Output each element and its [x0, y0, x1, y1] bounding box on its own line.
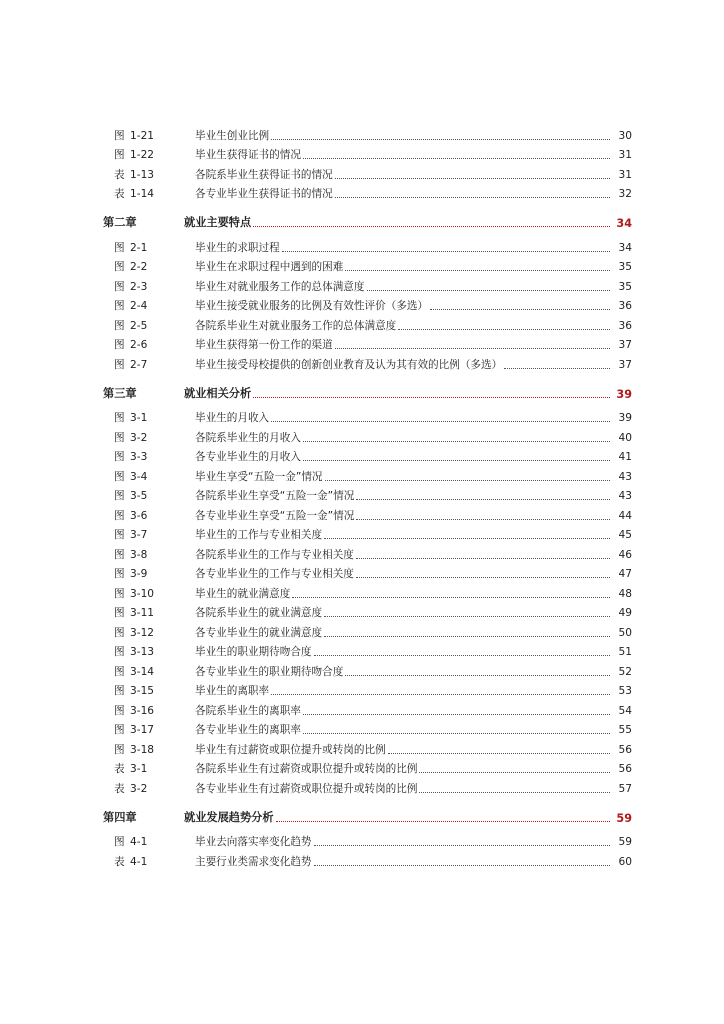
entry-label — [0, 763, 189, 776]
toc-entry[interactable] — [0, 425, 724, 445]
dot-leader — [303, 732, 610, 734]
dot-leader — [324, 635, 610, 637]
entry-page-number: 49 — [618, 607, 632, 619]
entry-title: 毕业生的职业期待吻合度 — [195, 646, 312, 658]
dot-leader — [325, 479, 610, 481]
toc-entry[interactable] — [0, 776, 724, 796]
entry-number: 3-1 — [130, 763, 148, 775]
chapter-page-number: 34 — [616, 217, 632, 230]
entry-label — [0, 242, 189, 255]
dot-leader — [314, 654, 610, 656]
entry-label — [0, 529, 189, 542]
entry-kind: 图 — [114, 626, 125, 639]
dot-leader — [419, 791, 610, 793]
entry-kind: 表 — [114, 855, 125, 868]
entry-label — [0, 281, 189, 294]
entry-page-number: 30 — [618, 129, 632, 142]
entry-title: 毕业生接受母校提供的创新创业教育及认为其有效的比例（多选） — [195, 358, 503, 371]
entry-kind: 图 — [114, 665, 125, 678]
toc-entry[interactable] — [0, 162, 724, 182]
entry-number: 3-9 — [130, 568, 148, 580]
entry-page-number: 54 — [618, 704, 632, 717]
dot-leader — [398, 328, 610, 330]
toc-entry[interactable] — [0, 333, 724, 353]
entry-page-number: 43 — [618, 470, 632, 483]
entry-page-number: 48 — [618, 587, 632, 600]
entry-title: 毕业生创业比例 — [195, 129, 270, 142]
entry-label — [0, 685, 189, 698]
chapter-title: 就业主要特点 — [184, 216, 252, 229]
entry-kind: 表 — [114, 168, 125, 181]
dot-leader — [504, 367, 610, 369]
dot-leader — [356, 498, 610, 500]
entry-title: 各院系毕业生享受“五险一金”情况 — [195, 490, 355, 502]
entry-number: 3-16 — [130, 704, 155, 717]
entry-label — [0, 339, 189, 352]
entry-number: 3-8 — [130, 548, 148, 561]
dot-leader — [303, 459, 610, 461]
entry-label — [0, 261, 189, 274]
dot-leader — [303, 440, 610, 442]
entry-title: 各院系毕业生对就业服务工作的总体满意度 — [195, 319, 397, 332]
entry-title: 毕业生的工作与专业相关度 — [195, 529, 323, 541]
entry-number: 3-17 — [130, 724, 155, 736]
dot-leader — [271, 138, 610, 140]
toc-entry[interactable] — [0, 718, 724, 738]
entry-label — [0, 607, 189, 620]
entry-title: 毕业生享受“五险一金”情况 — [195, 470, 323, 483]
entry-page-number: 31 — [618, 149, 632, 161]
entry-kind: 图 — [114, 743, 125, 756]
dot-leader — [253, 225, 610, 227]
entry-kind: 图 — [114, 646, 125, 658]
entry-page-number: 39 — [618, 412, 632, 424]
entry-title: 各专业毕业生享受“五险一金”情况 — [195, 509, 355, 522]
dot-leader — [276, 820, 610, 822]
toc-entry[interactable] — [0, 659, 724, 679]
toc-entry[interactable] — [0, 406, 724, 426]
entry-title: 毕业生的就业满意度 — [195, 587, 291, 600]
dot-leader — [367, 289, 611, 291]
entry-title: 毕业生获得证书的情况 — [195, 149, 301, 161]
entry-kind: 图 — [114, 451, 125, 463]
toc-entry[interactable] — [0, 255, 724, 275]
entry-label — [0, 300, 189, 313]
entry-page-number: 59 — [618, 836, 632, 848]
toc-entry[interactable] — [0, 274, 724, 294]
entry-title: 各院系毕业生有过薪资或职位提升或转岗的比例 — [195, 763, 418, 775]
entry-title: 毕业生接受就业服务的比例及有效性评价（多选） — [195, 300, 429, 312]
toc-entry[interactable] — [0, 581, 724, 601]
entry-label — [0, 149, 189, 162]
entry-page-number: 44 — [618, 509, 632, 522]
entry-title: 各院系毕业生的离职率 — [195, 704, 301, 717]
entry-page-number: 47 — [618, 568, 632, 580]
chapter-title: 就业相关分析 — [184, 386, 252, 400]
entry-kind: 图 — [114, 470, 125, 483]
toc-entry[interactable] — [0, 679, 724, 699]
entry-label — [0, 724, 189, 737]
toc-entry[interactable] — [0, 640, 724, 660]
toc-entry[interactable] — [0, 313, 724, 333]
entry-label — [0, 359, 189, 372]
entry-number: 2-3 — [130, 280, 148, 293]
entry-kind: 图 — [114, 319, 125, 332]
toc-entry[interactable] — [0, 484, 724, 504]
toc-chapter-heading[interactable] — [0, 799, 724, 825]
entry-label — [0, 666, 189, 679]
chapter-label: 第三章 — [103, 386, 137, 400]
entry-label — [0, 549, 189, 562]
entry-kind: 图 — [114, 509, 125, 522]
entry-number: 4-1 — [130, 836, 148, 848]
toc-entry[interactable] — [0, 523, 724, 543]
entry-number: 2-1 — [130, 241, 148, 254]
entry-title: 主要行业类需求变化趋势 — [195, 855, 312, 868]
entry-number: 2-2 — [130, 261, 148, 273]
entry-kind: 图 — [114, 685, 125, 697]
dot-leader — [356, 576, 610, 578]
toc-entry[interactable] — [0, 542, 724, 562]
toc-entry[interactable] — [0, 235, 724, 255]
entry-title: 毕业生的求职过程 — [195, 241, 280, 254]
entry-kind: 表 — [114, 782, 125, 795]
entry-number: 3-10 — [130, 587, 155, 600]
dot-leader — [314, 864, 610, 866]
toc-entry[interactable] — [0, 464, 724, 484]
entry-label — [0, 510, 189, 523]
entry-number: 2-5 — [130, 319, 148, 332]
entry-title: 毕业生的离职率 — [195, 685, 270, 697]
entry-kind: 表 — [114, 188, 125, 200]
toc-entry[interactable] — [0, 182, 724, 202]
entry-label — [0, 188, 189, 201]
entry-page-number: 32 — [618, 188, 632, 200]
entry-label — [0, 627, 189, 640]
chapter-page-number: 59 — [616, 811, 632, 825]
entry-kind: 图 — [114, 431, 125, 444]
toc-entry[interactable] — [0, 830, 724, 850]
table-of-contents — [0, 123, 724, 869]
toc-entry[interactable] — [0, 757, 724, 777]
dot-leader — [282, 250, 610, 252]
entry-title: 毕业去向落实率变化趋势 — [195, 836, 312, 848]
entry-kind: 图 — [114, 568, 125, 580]
toc-entry[interactable] — [0, 503, 724, 523]
dot-leader — [303, 157, 610, 159]
dot-leader — [335, 347, 610, 349]
entry-label — [0, 705, 189, 718]
entry-kind: 图 — [114, 149, 125, 161]
toc-entry[interactable] — [0, 562, 724, 582]
entry-page-number: 56 — [618, 743, 632, 756]
entry-label — [0, 836, 189, 849]
entry-page-number: 43 — [618, 490, 632, 502]
entry-kind: 图 — [114, 280, 125, 293]
entry-page-number: 56 — [618, 763, 632, 775]
chapter-page-number: 39 — [616, 387, 632, 401]
entry-title: 毕业生的月收入 — [195, 412, 270, 424]
entry-number: 1-14 — [130, 188, 155, 200]
entry-title: 各院系毕业生的就业满意度 — [195, 607, 323, 619]
entry-title: 各专业毕业生的工作与专业相关度 — [195, 568, 354, 580]
entry-page-number: 60 — [618, 855, 632, 868]
entry-number: 4-1 — [130, 855, 148, 868]
toc-entry[interactable] — [0, 620, 724, 640]
toc-chapter-heading[interactable] — [0, 375, 724, 401]
entry-page-number: 51 — [618, 646, 632, 658]
entry-kind: 图 — [114, 300, 125, 312]
entry-number: 3-1 — [130, 412, 148, 424]
entry-label — [0, 646, 189, 659]
entry-label — [0, 588, 189, 601]
entry-title: 毕业生有过薪资或职位提升或转岗的比例 — [195, 743, 386, 756]
entry-page-number: 37 — [618, 339, 632, 351]
entry-number: 3-11 — [130, 607, 155, 619]
dot-leader — [335, 196, 610, 198]
entry-kind: 图 — [114, 704, 125, 717]
chapter-label: 第四章 — [103, 810, 137, 824]
entry-number: 1-22 — [130, 149, 155, 161]
dot-leader — [345, 674, 610, 676]
entry-title: 各专业毕业生获得证书的情况 — [195, 188, 333, 200]
entry-page-number: 50 — [618, 626, 632, 639]
entry-label — [0, 568, 189, 581]
dot-leader — [335, 177, 610, 179]
entry-number: 3-14 — [130, 665, 155, 678]
entry-kind: 图 — [114, 724, 125, 736]
entry-kind: 图 — [114, 607, 125, 619]
entry-number: 3-4 — [130, 470, 148, 483]
entry-kind: 图 — [114, 412, 125, 424]
entry-title: 各专业毕业生的职业期待吻合度 — [195, 665, 344, 678]
entry-number: 3-2 — [130, 782, 148, 795]
toc-entry[interactable] — [0, 445, 724, 465]
entry-number: 3-6 — [130, 509, 148, 522]
dot-leader — [324, 537, 610, 539]
entry-kind: 图 — [114, 261, 125, 273]
dot-leader — [314, 844, 610, 846]
entry-title: 毕业生在求职过程中遇到的困难 — [195, 261, 344, 273]
entry-kind: 图 — [114, 490, 125, 502]
entry-page-number: 34 — [618, 241, 632, 254]
entry-title: 毕业生对就业服务工作的总体满意度 — [195, 280, 365, 293]
entry-number: 3-12 — [130, 626, 155, 639]
entry-label — [0, 471, 189, 484]
entry-title: 各专业毕业生有过薪资或职位提升或转岗的比例 — [195, 782, 418, 795]
entry-label — [0, 169, 189, 182]
entry-number: 3-5 — [130, 490, 148, 502]
toc-entry[interactable] — [0, 849, 724, 869]
entry-number: 3-7 — [130, 529, 148, 541]
toc-entry[interactable] — [0, 123, 724, 143]
entry-page-number: 52 — [618, 665, 632, 678]
toc-entry[interactable] — [0, 737, 724, 757]
toc-entry[interactable] — [0, 352, 724, 372]
entry-label — [0, 451, 189, 464]
entry-kind: 图 — [114, 241, 125, 254]
toc-entry[interactable] — [0, 294, 724, 314]
dot-leader — [292, 596, 610, 598]
entry-page-number: 36 — [618, 300, 632, 312]
entry-page-number: 37 — [618, 358, 632, 371]
entry-kind: 图 — [114, 129, 125, 142]
entry-kind: 表 — [114, 763, 125, 775]
entry-title: 各专业毕业生的月收入 — [195, 451, 301, 463]
entry-page-number: 35 — [618, 280, 632, 293]
entry-kind: 图 — [114, 358, 125, 371]
dot-leader — [356, 557, 610, 559]
entry-number: 2-4 — [130, 300, 148, 312]
entry-title: 各专业毕业生的离职率 — [195, 724, 301, 736]
entry-page-number: 46 — [618, 548, 632, 561]
dot-leader — [345, 269, 610, 271]
entry-page-number: 45 — [618, 529, 632, 541]
entry-number: 3-2 — [130, 431, 148, 444]
toc-entry[interactable] — [0, 143, 724, 163]
entry-page-number: 41 — [618, 451, 632, 463]
entry-page-number: 53 — [618, 685, 632, 697]
entry-label — [0, 856, 189, 869]
entry-label — [0, 490, 189, 503]
entry-number: 2-6 — [130, 339, 148, 351]
entry-title: 各院系毕业生的工作与专业相关度 — [195, 548, 354, 561]
entry-label — [0, 783, 189, 796]
dot-leader — [271, 420, 610, 422]
dot-leader — [356, 518, 610, 520]
entry-page-number: 55 — [618, 724, 632, 736]
entry-page-number: 35 — [618, 261, 632, 273]
entry-label — [0, 412, 189, 425]
entry-label — [0, 744, 189, 757]
entry-page-number: 36 — [618, 319, 632, 332]
entry-number: 3-13 — [130, 646, 155, 658]
dot-leader — [271, 693, 610, 695]
entry-number: 3-15 — [130, 685, 155, 697]
entry-title: 各院系毕业生的月收入 — [195, 431, 301, 444]
entry-page-number: 40 — [618, 431, 632, 444]
entry-kind: 图 — [114, 836, 125, 848]
dot-leader — [430, 308, 610, 310]
dot-leader — [253, 396, 610, 398]
entry-kind: 图 — [114, 339, 125, 351]
entry-title: 各专业毕业生的就业满意度 — [195, 626, 323, 639]
entry-number: 3-3 — [130, 451, 148, 463]
entry-number: 3-18 — [130, 743, 155, 756]
entry-page-number: 31 — [618, 168, 632, 181]
dot-leader — [303, 713, 610, 715]
entry-number: 1-13 — [130, 168, 155, 181]
chapter-title: 就业发展趋势分析 — [184, 810, 274, 824]
entry-label — [0, 130, 189, 143]
entry-kind: 图 — [114, 548, 125, 561]
entry-title: 毕业生获得第一份工作的渠道 — [195, 339, 333, 351]
entry-kind: 图 — [114, 587, 125, 600]
entry-number: 1-21 — [130, 129, 155, 142]
entry-title: 各院系毕业生获得证书的情况 — [195, 168, 333, 181]
dot-leader — [419, 771, 610, 773]
dot-leader — [324, 615, 610, 617]
entry-label — [0, 432, 189, 445]
entry-kind: 图 — [114, 529, 125, 541]
entry-label — [0, 320, 189, 333]
entry-number: 2-7 — [130, 358, 148, 371]
chapter-label: 第二章 — [103, 216, 137, 229]
toc-chapter-heading[interactable] — [0, 204, 724, 230]
toc-entry[interactable] — [0, 601, 724, 621]
dot-leader — [388, 752, 610, 754]
toc-entry[interactable] — [0, 698, 724, 718]
entry-page-number: 57 — [618, 782, 632, 795]
